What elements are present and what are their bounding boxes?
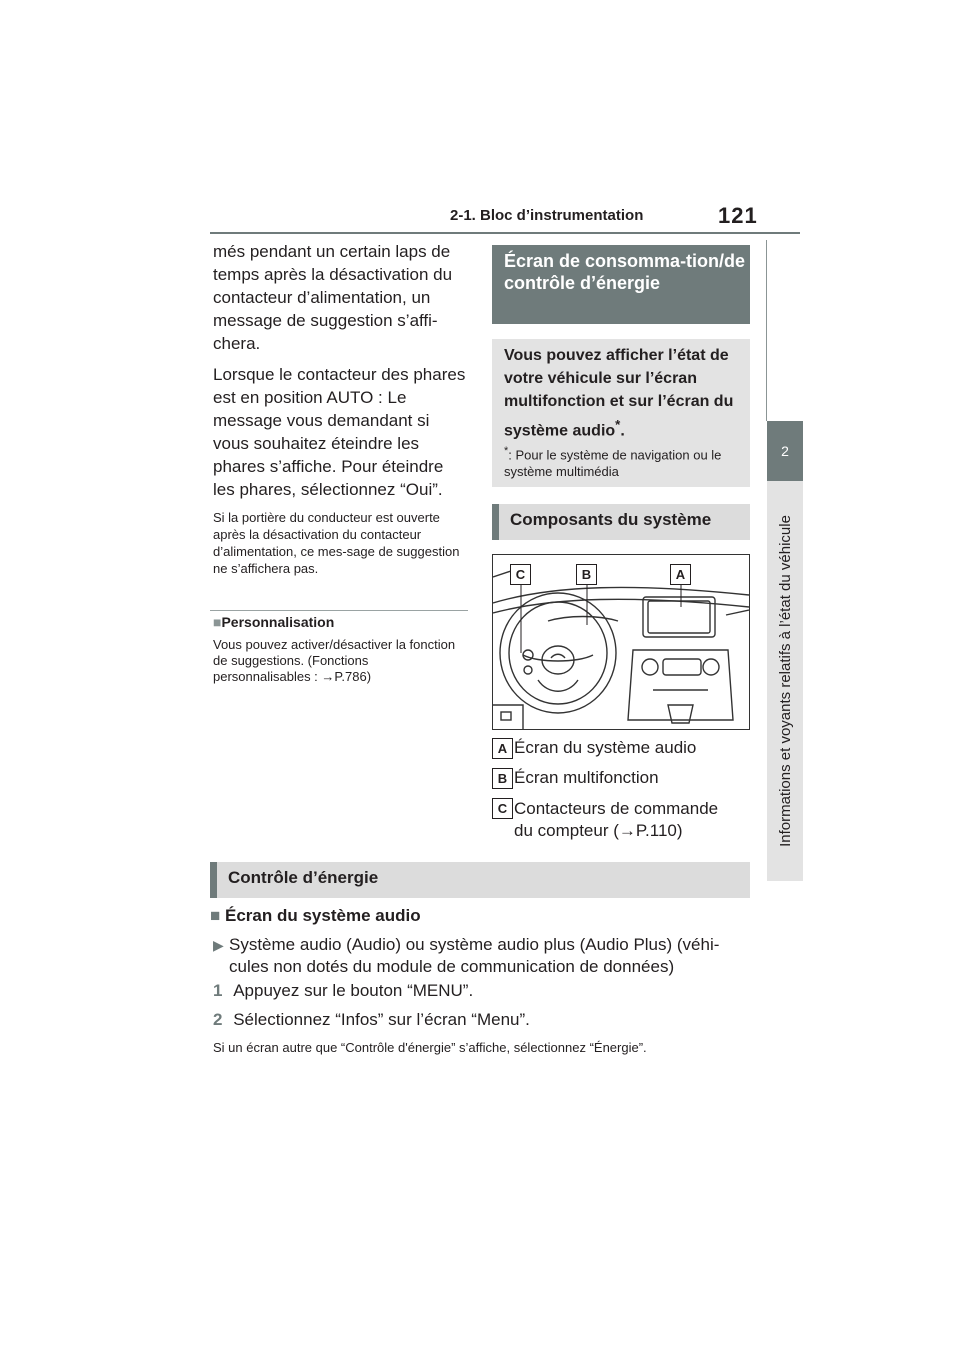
page-number: 121: [718, 203, 758, 228]
intro-text: Vous pouvez afficher l’état de votre véhicule sur l’écran multifonction et sur l’écran du système audio*.: [504, 347, 734, 440]
note: Si un écran autre que “Contrôle d'énergie” s’affiche, sélectionnez “Énergie”.: [213, 1040, 647, 1055]
item-label: B: [492, 768, 513, 789]
step-text: Appuyez sur le bouton “MENU”.: [233, 981, 474, 1000]
page-reference-link[interactable]: P.786): [334, 669, 372, 684]
divider: [210, 610, 468, 611]
item-text: Contacteurs de commande du compteur (→P.110): [514, 799, 719, 840]
header-rule: [210, 232, 800, 234]
intro-box: [492, 339, 750, 487]
square-bullet-icon: ■: [210, 906, 221, 925]
chapter-number-tab: [767, 421, 803, 481]
step-item: [213, 980, 753, 1002]
chapter-title: Informations et voyants relatifs à l’état du véhicule: [776, 515, 794, 847]
item-text: Écran du système audio: [514, 738, 697, 757]
square-bullet-icon: ■: [213, 614, 222, 630]
label-c: C: [510, 564, 531, 585]
label-b: B: [576, 564, 597, 585]
left-column: [213, 240, 468, 577]
triangle-bullet-icon: ▶: [213, 937, 224, 953]
components-heading: Composants du système: [510, 510, 712, 529]
step-text: Sélectionnez “Infos” sur l’écran “Menu”.: [233, 1010, 530, 1029]
personalisation-text: Vous pouvez activer/désactiver la fonction de suggestions. (Fonctions personnalisables :: [213, 637, 456, 684]
paragraph: Lorsque le contacteur des phares est en position AUTO : Le message vous demandant si vous souhaitez éteindre les phares s’affiche. Pour éteindre les phares, sélectionnez “Oui”.: [213, 365, 466, 499]
components-heading-bar: [492, 504, 750, 540]
step-item: [213, 1009, 753, 1031]
subheading: ■ Écran du système audio: [210, 906, 421, 925]
section-heading: Écran de consomma-tion/de contrôle d’énergie: [504, 251, 746, 293]
dashboard-illustration: [492, 554, 750, 730]
bullet-text: Système audio (Audio) ou système audio plus (Audio Plus) (véhi-cules non dotés du module de communication de données): [229, 935, 720, 976]
side-tab-line: [766, 240, 767, 421]
energy-heading: Contrôle d’énergie: [228, 868, 379, 887]
arrow-right-icon: →: [618, 821, 636, 840]
footnote: *: Pour le système de navigation ou le système multimédia: [504, 445, 722, 480]
item-label: A: [492, 738, 513, 759]
personalisation-title: Personnalisation: [221, 614, 335, 630]
personalisation-body: [213, 637, 468, 685]
section-title: 2-1. Bloc d’instrumentation: [450, 207, 644, 224]
paragraph: més pendant un certain laps de temps après la désactivation du contacteur d’alimentation, un message de suggestion s’affi-chera.: [213, 242, 453, 353]
chapter-tab: [767, 481, 803, 881]
label-a: A: [670, 564, 691, 585]
note: Si la portière du conducteur est ouverte après la désactivation du contacteur d’alimentation, ce mes-sage de suggestion ne s’affichera pas.: [213, 510, 460, 576]
bullet-item: [213, 934, 753, 978]
step-number: 1: [213, 981, 223, 1000]
dashboard-drawing: [493, 555, 749, 729]
item-text: Écran multifonction: [514, 768, 659, 787]
page-reference-link[interactable]: P.110): [635, 821, 683, 840]
item-label: C: [492, 798, 513, 819]
arrow-right-icon: →: [321, 669, 335, 684]
step-number: 2: [213, 1010, 223, 1029]
section-heading-box: [492, 245, 750, 324]
chapter-number: 2: [781, 443, 789, 459]
energy-heading-bar: [210, 862, 750, 898]
personalisation-heading: [213, 614, 334, 630]
